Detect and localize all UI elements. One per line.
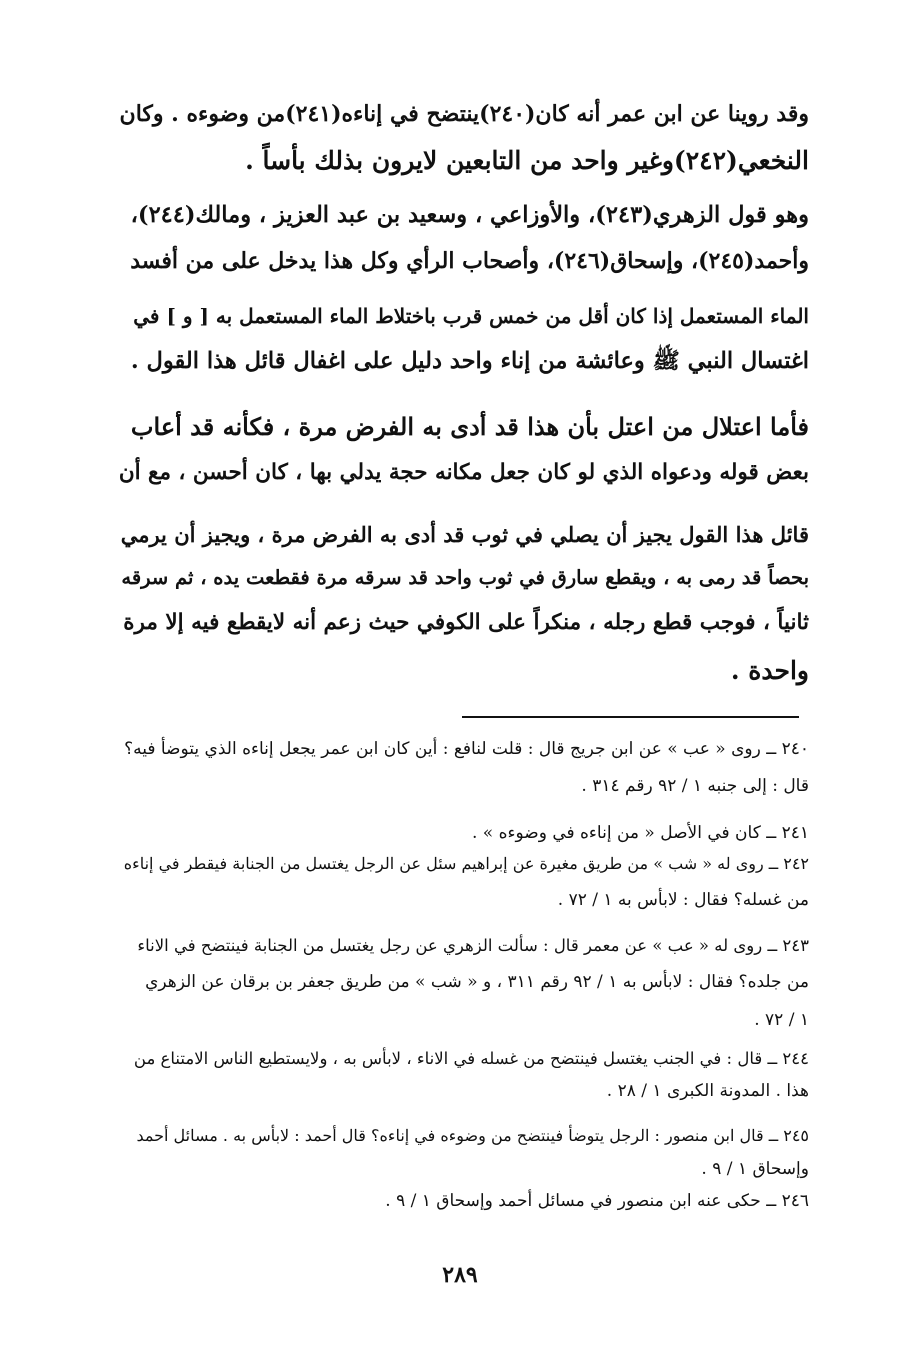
body-line: وقد روينا عن ابن عمر أنه كان(٢٤٠)ينتضح في إناءه(٢٤١)من وضوءه . وكان [119,101,809,127]
footnote-line: من جلده؟ فقال : لابأس به ١ / ٩٢ رقم ٣١١ ، و « شب » من طريق جعفر بن برقان عن الزهري [145,972,809,992]
body-line: واحدة . [730,656,809,685]
footnote-line: من غسله؟ فقال : لابأس به ١ / ٧٢ . [557,890,809,910]
footnote-line: ٢٤٤ ــ قال : في الجنب يغتسل فينتضح من غسله في الاناء ، لابأس به ، ولايستطيع الناس الامتناع من [133,1049,809,1068]
page-number: ٢٨٩ [442,1262,478,1288]
body-line: فأما اعتلال من اعتل بأن هذا قد أدى به الفرض مرة ، فكأنه قد أعاب [130,412,809,441]
footnote-line: ٢٤٠ ــ روى « عب » عن ابن جريج قال : قلت لنافع : أين كان ابن عمر يجعل إناءه الذي يتوضأ فيه؟ [124,739,809,759]
footnote-line: ٢٤٣ ــ روى له « عب » عن معمر قال : سألت الزهري عن رجل يغتسل من الجنابة فينتضح في الاناء [137,936,809,955]
body-line: النخعي(٢٤٢)وغير واحد من التابعين لايرون بذلك بأساً . [245,146,809,175]
body-line: بحصاً قد رمى به ، ويقطع سارق في ثوب واحد قد سرقه مرة فقطعت يده ، ثم سرقه [121,566,809,589]
body-line: وأحمد(٢٤٥)، وإسحاق(٢٤٦)، وأصحاب الرأي وكل هذا يدخل على من أفسد [130,248,809,274]
footnote-line: وإسحاق ١ / ٩ . [701,1159,809,1179]
footnote-divider [462,716,799,718]
footnote-line: ٢٤٥ ــ قال ابن منصور : الرجل يتوضأ فينتضح من وضوءه في إناءه؟ قال أحمد : لابأس به . مسائل أحمد [136,1126,809,1145]
body-line: اغتسال النبي ﷺ وعائشة من إناء واحد دليل على اغفال قائل هذا القول . [130,348,809,374]
footnote-line: ١ / ٧٢ . [754,1010,809,1030]
body-line: ثانياً ، فوجب قطع رجله ، منكراً على الكوفي حيث زعم أنه لايقطع فيه إلا مرة [123,610,809,635]
footnote-line: هذا . المدونة الكبرى ١ / ٢٨ . [606,1081,809,1101]
body-line: قائل هذا القول يجيز أن يصلي في ثوب قد أدى به الفرض مرة ، ويجيز أن يرمي [120,522,809,547]
footnote-line: ٢٤٦ ــ حكى عنه ابن منصور في مسائل أحمد وإسحاق ١ / ٩ . [385,1191,809,1211]
footnote-line: ٢٤١ ــ كان في الأصل « من إناءه في وضوءه » . [471,823,809,843]
body-line: وهو قول الزهري(٢٤٣)، والأوزاعي ، وسعيد بن عبد العزيز ، ومالك(٢٤٤)، [130,202,809,228]
body-line: الماء المستعمل إذا كان أقل من خمس قرب باختلاط الماء المستعمل به [ و ] في [133,304,809,328]
footnote-line: ٢٤٢ ــ روى له « شب » من طريق مغيرة عن إبراهيم سئل عن الرجل يغتسل من الجنابة فيقطر في إناءه [123,854,809,873]
body-line: بعض قوله ودعواه الذي لو كان جعل مكانه حجة يدلي بها ، كان أحسن ، مع أن [118,460,809,485]
footnote-line: قال : إلى جنبه ١ / ٩٢ رقم ٣١٤ . [581,776,809,796]
